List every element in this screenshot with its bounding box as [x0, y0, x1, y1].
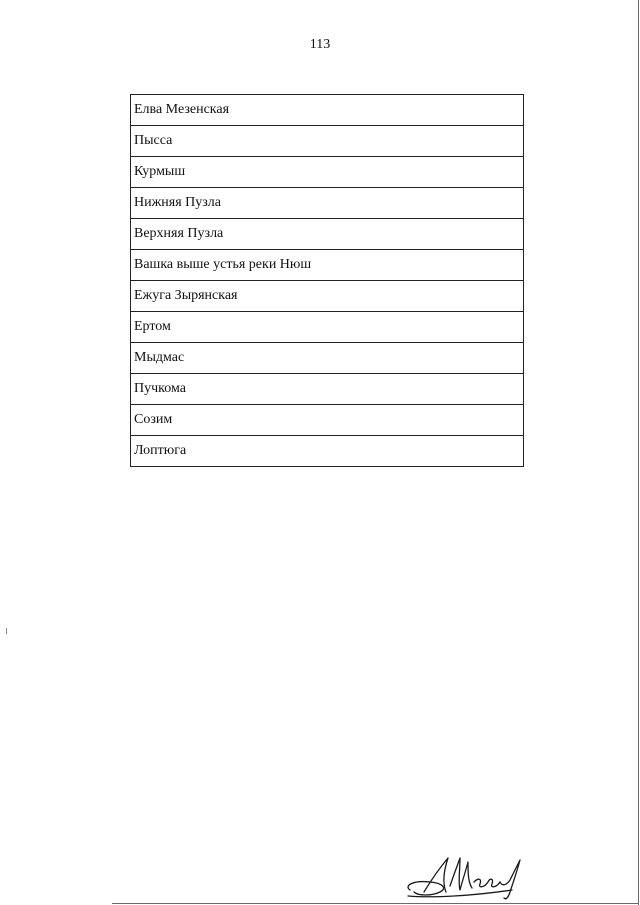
table-row — [131, 281, 524, 312]
table-cell: Нижняя Пузла — [131, 188, 524, 219]
table-cell: Мыдмас — [131, 343, 524, 374]
page-bottom-line — [112, 903, 639, 904]
table-row — [131, 312, 524, 343]
table-row — [131, 157, 524, 188]
table-cell: Ертом — [131, 312, 524, 343]
table-row — [131, 219, 524, 250]
river-names-table — [130, 94, 524, 467]
table-cell: Курмыш — [131, 157, 524, 188]
table-row — [131, 95, 524, 126]
table-row — [131, 343, 524, 374]
table-cell: Пучкома — [131, 374, 524, 405]
table-cell: Вашка выше устья реки Нюш — [131, 250, 524, 281]
table-cell: Созим — [131, 405, 524, 436]
table-row — [131, 126, 524, 157]
table-row — [131, 436, 524, 467]
scan-speck — [6, 628, 7, 634]
page-number: 113 — [309, 37, 331, 52]
page-edge-line — [638, 0, 639, 905]
table-cell: Елва Мезенская — [131, 95, 524, 126]
table-row — [131, 374, 524, 405]
handwritten-signature — [402, 852, 532, 902]
table-row — [131, 250, 524, 281]
table-cell: Верхняя Пузла — [131, 219, 524, 250]
table-row — [131, 405, 524, 436]
table-row — [131, 188, 524, 219]
table-cell: Лоптюга — [131, 436, 524, 467]
table-cell: Ежуга Зырянская — [131, 281, 524, 312]
table-cell: Пысса — [131, 126, 524, 157]
